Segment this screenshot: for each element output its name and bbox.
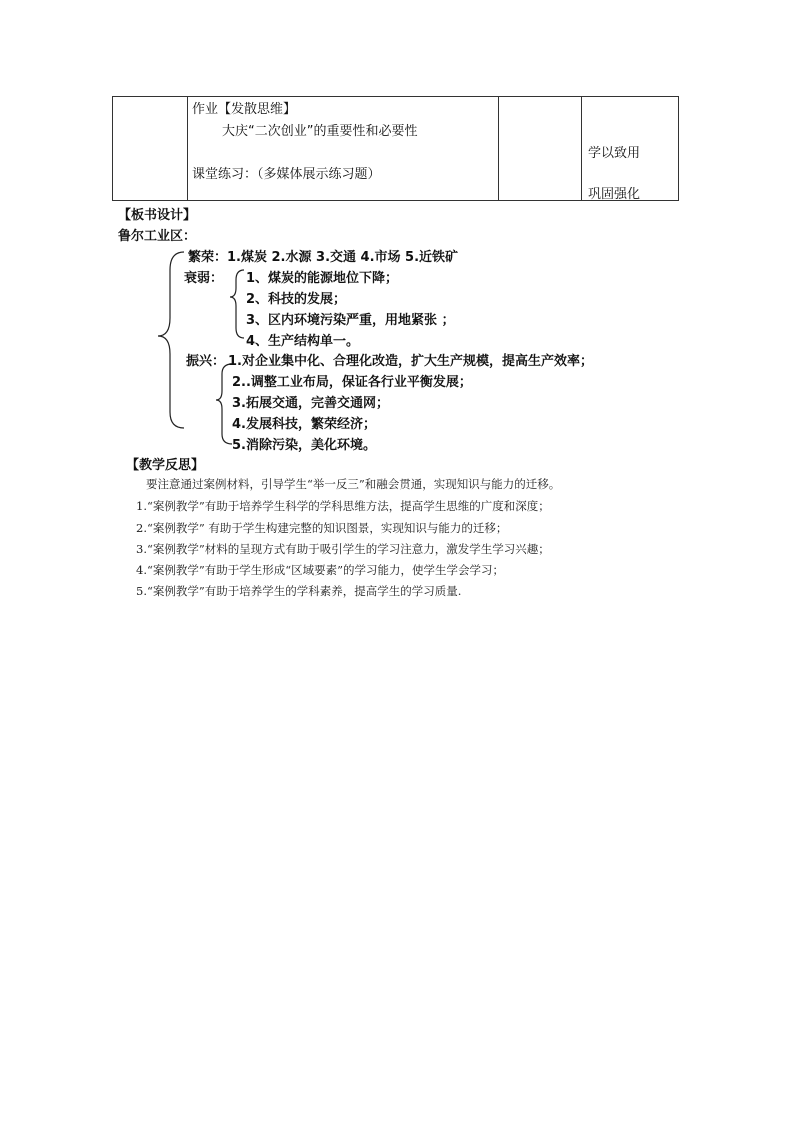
reflection-item: 1.“案例教学”有助于培养学生科学的学科思维方法，提高学生思维的广度和深度；: [136, 499, 550, 513]
revival-item: 1.对企业集中化、合理化改造，扩大生产规模，提高生产效率；: [228, 354, 593, 369]
homework-label: 作业【发散思维】: [192, 102, 297, 117]
decline-item: 2、科技的发展；: [246, 292, 347, 307]
reflection-item: 2.“案例教学” 有助于学生构建完整的知识图景，实现知识与能力的迁移；: [136, 521, 508, 535]
revival-label: 振兴：: [186, 354, 226, 369]
decline-item: 4、生产结构单一。: [246, 334, 360, 349]
homework-topic: 大庆“二次创业”的重要性和必要性: [222, 124, 418, 139]
exercise-label: 课堂练习：（多媒体展示练习题）: [192, 167, 381, 182]
purpose-text-2: 巩固强化: [588, 187, 641, 202]
table-cell-purpose: [582, 97, 679, 201]
decline-label: 衰弱：: [184, 271, 224, 286]
revival-brace: [216, 364, 232, 444]
revival-item: 2..调整工业布局，保证各行业平衡发展；: [232, 375, 472, 390]
revival-item: 5.消除污染，美化环境。: [232, 438, 376, 453]
decline-brace: [230, 270, 244, 338]
revival-item: 3.拓展交通，完善交通网；: [232, 396, 389, 411]
table-cell-content: [188, 97, 499, 201]
lesson-table: [112, 96, 679, 201]
prosperity-line: 繁荣：1.煤炭 2.水源 3.交通 4.市场 5.近铁矿: [188, 250, 459, 265]
board-heading: 【板书设计】: [118, 208, 197, 223]
outer-brace: [158, 252, 184, 428]
reflection-item: 5.“案例教学”有助于培养学生的学科素养，提高学生的学习质量.: [136, 584, 462, 598]
decline-item: 1、煤炭的能源地位下降；: [246, 271, 399, 286]
reflection-item: 4.“案例教学”有助于学生形成“区域要素”的学习能力，使学生学会学习；: [136, 563, 504, 577]
table-cell-empty-mid: [499, 97, 582, 201]
purpose-text-1: 学以致用: [588, 146, 641, 161]
reflection-heading: 【教学反思】: [126, 458, 205, 473]
decline-item: 3、区内环境污染严重，用地紧张 ；: [246, 313, 455, 328]
reflection-item: 3.“案例教学”材料的呈现方式有助于吸引学生的学习注意力，激发学生学习兴趣；: [136, 542, 550, 556]
board-region: 鲁尔工业区：: [118, 229, 197, 244]
revival-item: 4.发展科技，繁荣经济；: [232, 417, 376, 432]
reflection-intro: 要注意通过案例材料，引导学生“举一反三”和融会贯通，实现知识与能力的迁移。: [146, 477, 561, 491]
table-cell-empty-left: [113, 97, 188, 201]
